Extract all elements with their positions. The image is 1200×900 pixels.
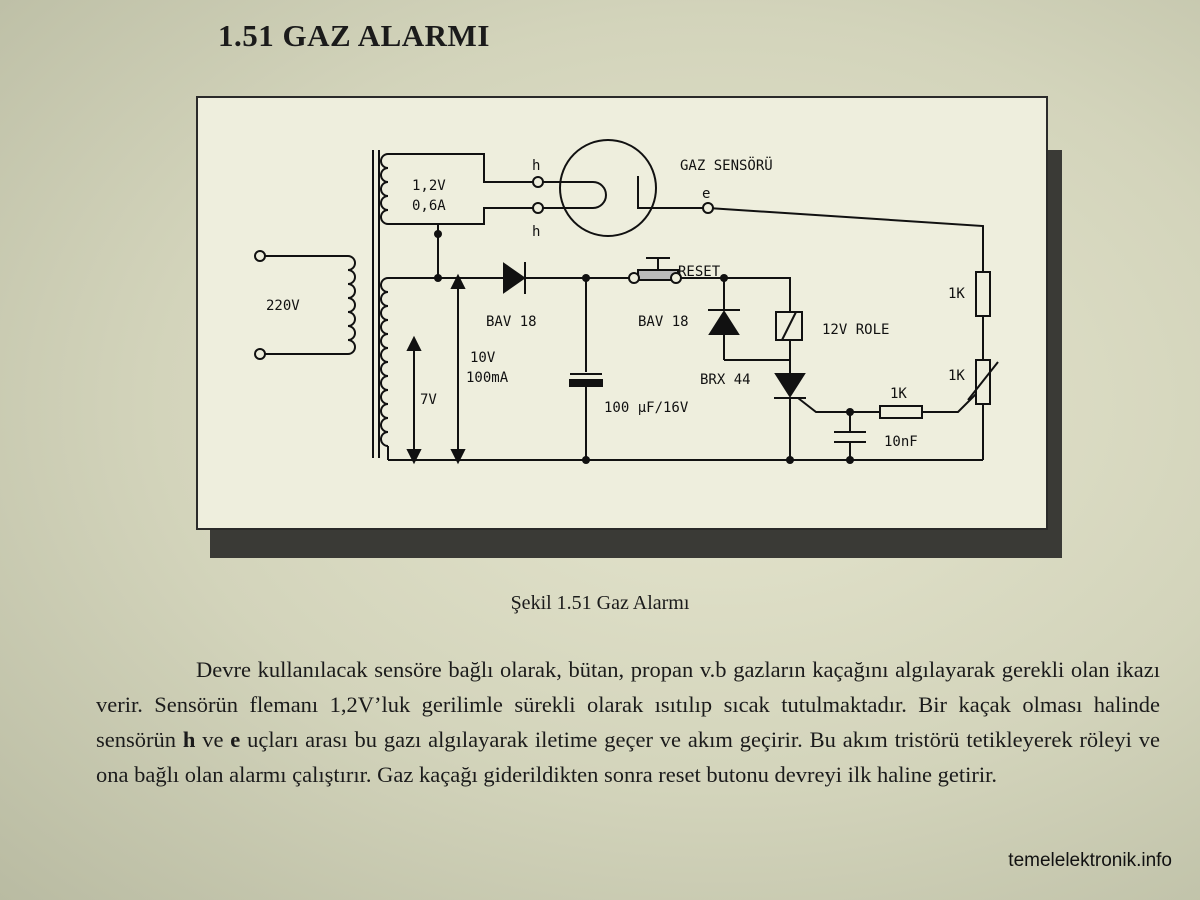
paragraph-bold-h: h [182, 727, 196, 752]
label-h-top: h [532, 158, 541, 174]
label-r3: 1K [890, 386, 907, 402]
paragraph-text-2: ve [195, 727, 231, 752]
label-capacitor: 100 µF/16V [604, 400, 689, 416]
label-e: e [702, 186, 711, 202]
resistor-r1 [976, 272, 990, 316]
label-secondary-current: 0,6A [412, 198, 446, 214]
label-r2: 1K [948, 368, 965, 384]
label-secondary-voltage: 1,2V [412, 178, 446, 194]
label-gas-sensor: GAZ SENSÖRÜ [680, 158, 773, 174]
label-h-bottom: h [532, 224, 541, 240]
label-10v-current: 100mA [466, 370, 509, 386]
label-diode1: BAV 18 [486, 314, 537, 330]
body-paragraph [96, 652, 1160, 792]
label-thyristor: BRX 44 [700, 372, 751, 388]
label-reset: RESET [678, 264, 721, 280]
paragraph-bold-e: e [230, 727, 241, 752]
diode2-symbol [710, 312, 738, 334]
label-r1: 1K [948, 286, 965, 302]
label-c2: 10nF [884, 434, 918, 450]
label-diode2: BAV 18 [638, 314, 689, 330]
paragraph-text-1: Devre kullanılacak sensöre bağlı olarak, bütan, propan v.b gazların kaçağını algılayarak gerekli olan ikazı verir. Sensörün flemanı 1,2V’luk gerilimle sürekli olarak ısıtılıp sıcak tutulmaktadır. Bir kaçak olması halinde sensörün [96, 657, 1160, 752]
circuit-diagram [198, 98, 1050, 532]
gas-sensor-symbol [560, 140, 656, 236]
label-mains: 220V [266, 298, 300, 314]
secondary-coil-top [381, 154, 388, 224]
thyristor-symbol [776, 374, 804, 396]
primary-coil [348, 256, 355, 354]
watermark: temelelektronik.info [1008, 850, 1172, 871]
secondary-coil-bottom [381, 278, 388, 446]
resistor-r3 [880, 406, 922, 418]
section-heading: 1.51 GAZ ALARMI [218, 18, 490, 53]
paragraph-text-3: uçları arası bu gazı algılayarak iletime geçer ve akım geçirir. Bu akım tristörü tetikleyerek röleyi ve ona bağlı olan alarmı çalıştırır. Gaz kaçağı giderildikten sonra reset butonu devreyi ilk haline getirir. [96, 727, 1160, 787]
circuit-figure [196, 96, 1048, 530]
diode1-symbol [504, 264, 524, 292]
figure-caption: Şekil 1.51 Gaz Alarmı [510, 592, 690, 614]
label-10v: 10V [470, 350, 496, 366]
label-7v: 7V [420, 392, 437, 408]
label-relay: 12V ROLE [822, 322, 890, 338]
